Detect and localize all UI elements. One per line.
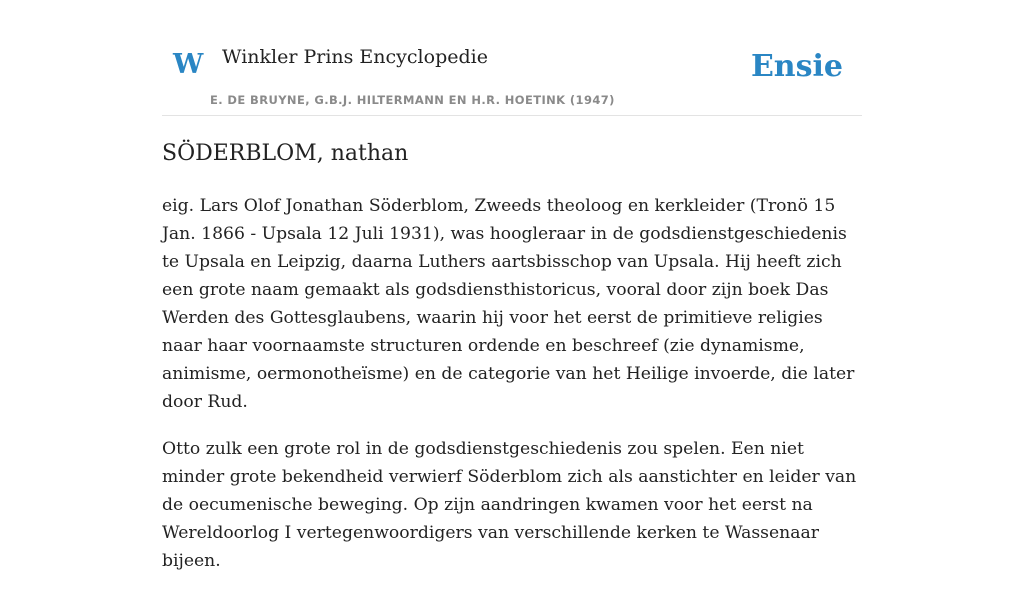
source-header [162,30,862,116]
ensie-brand-logo[interactable]: Ensie [750,49,843,84]
article-title: SÖDERBLOM, nathan [162,141,409,166]
article-body [162,192,862,594]
article-paragraph: Otto zulk een grote rol in de godsdienstgeschiedenis zou spelen. Een niet minder grote bekendheid verwierf Söderblom zich als aanstichter en leider van de oecumenische beweging. Op zijn aandringen kwamen voor het eerst na Wereldoorlog I vertegenwoordigers van verschillende kerken te Wassenaar bijeen. [162,439,857,571]
source-title[interactable]: Winkler Prins Encyclopedie [222,46,488,68]
source-authors: E. DE BRUYNE, G.B.J. HILTERMANN EN H.R. HOETINK (1947) [210,93,615,107]
winkler-prins-logo[interactable]: W [173,49,204,80]
article-paragraph: eig. Lars Olof Jonathan Söderblom, Zweeds theoloog en kerkleider (Tronö 15 Jan. 1866 - Upsala 12 Juli 1931), was hoogleraar in de godsdienstgeschiedenis te Upsala en Leipzig, daarna Luthers aartsbisschop van Upsala. Hij heeft zich een grote naam gemaakt als godsdiensthistoricus, vooral door zijn boek Das Werden des Gottesglaubens, waarin hij voor het eerst de primitieve religies naar haar voornaamste structuren ordende en beschreef (zie dynamisme, animisme, oermonotheïsme) en de categorie van het Heilige invoerde, die later door Rud. [162,196,855,412]
